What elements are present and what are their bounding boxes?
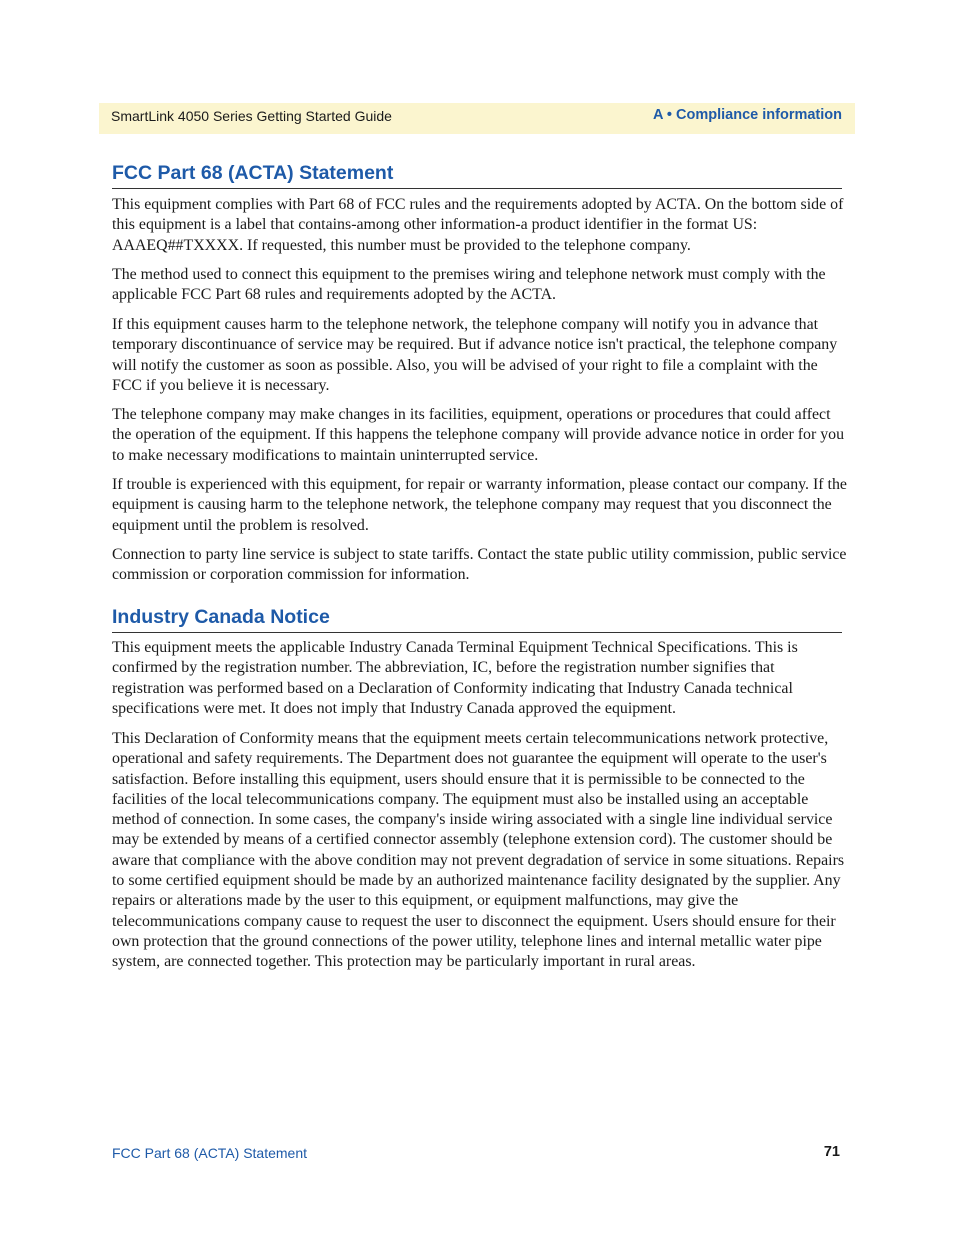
paragraph: This equipment meets the applicable Industry Canada Terminal Equipment Technical Specifications. This is confirmed by the registration number. The abbreviation, IC, before the registration number signifies that registration was performed based on a Declaration of Conformity indicating that Industry Canada technical specifications were met. It does not imply that Industry Canada approved the equipment. xyxy=(112,639,798,717)
chapter-section: A • Compliance information xyxy=(652,107,842,123)
paragraph: If trouble is experienced with this equipment, for repair or warranty information, please contact our company. If the equipment is causing harm to the telephone network, the telephone company may request that you disconnect the equipment until the problem is resolved. xyxy=(112,476,847,534)
paragraph: If this equipment causes harm to the telephone network, the telephone company will notify you in advance that temporary discontinuance of service may be required. But if advance notice isn't practical, the telephone company will notify the customer as soon as possible. Also, you will be advised of your right to file a complaint with the FCC if you believe it is necessary. xyxy=(112,316,838,394)
section-heading-industry-canada: Industry Canada Notice xyxy=(112,606,842,633)
paragraph: Connection to party line service is subject to state tariffs. Contact the state public utility commission, public service commission or corporation commission for information. xyxy=(112,546,847,584)
section-heading-fcc: FCC Part 68 (ACTA) Statement xyxy=(112,162,842,189)
guide-title: SmartLink 4050 Series Getting Started Guide xyxy=(111,108,392,124)
paragraph: This Declaration of Conformity means that the equipment meets certain telecommunications network protective, operational and safety requirements. The Department does not guarantee the equipment will operate to the user's satisfaction. Before installing this equipment, users should ensure that it is permissible to be connected to the facilities of the local telecommunications company. The equipment must also be installed using an acceptable method of connection. In some cases, the company's inside wiring associated with a single line individual service may be extended by means of a certified connector assembly (telephone extension cord). The customer should be aware that compliance with the above condition may not prevent degradation of service in some situations. Repairs to some certified equipment should be made by an authorized maintenance facility designated by the supplier. Any repairs or alterations made by the user to this equipment, or equipment malfunctions, may give the telecommunications company cause to request the user to disconnect the equipment. Users should ensure for their own protection that the ground connections of the power utility, telephone lines and internal metallic water pipe system, are connected together. This protection may be particularly important in rural areas. xyxy=(112,730,845,971)
running-header xyxy=(99,103,855,134)
page-number: 71 xyxy=(823,1144,840,1160)
footer-section-name: FCC Part 68 (ACTA) Statement xyxy=(112,1145,308,1161)
paragraph: This equipment complies with Part 68 of FCC rules and the requirements adopted by ACTA. On the bottom side of this equipment is a label that contains-among other information-a product identifier in the format US: AAAEQ##TXXXX. If requested, this number must be provided to the telephone company. xyxy=(112,196,844,254)
paragraph: The method used to connect this equipment to the premises wiring and telephone network must comply with the applicable FCC Part 68 rules and requirements adopted by the ACTA. xyxy=(112,266,826,304)
paragraph: The telephone company may make changes in its facilities, equipment, operations or procedures that could affect the operation of the equipment. If this happens the telephone company will provide advance notice in order for you to make necessary modifications to maintain uninterrupted service. xyxy=(112,406,845,464)
